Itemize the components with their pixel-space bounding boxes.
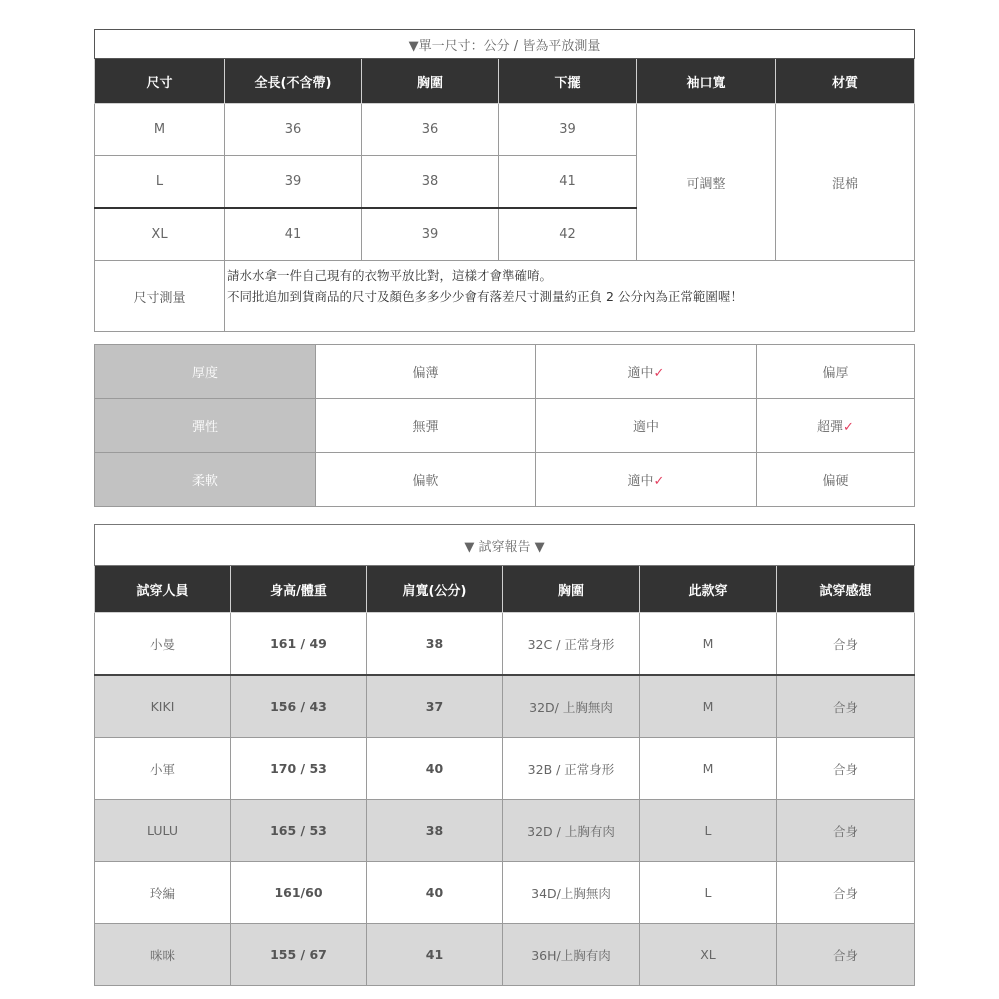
- bust-cell: 32C / 正常身形: [503, 613, 640, 676]
- bust-cell: 36H/上胸有肉: [503, 924, 640, 986]
- feel-option-label: 偏硬: [822, 474, 849, 489]
- bust-cell: 32D/ 上胸無肉: [503, 675, 640, 738]
- feel-option-label: 偏軟: [412, 474, 439, 489]
- header-tester: 試穿人員: [95, 566, 231, 613]
- height-weight-cell: 170 / 53: [231, 738, 367, 800]
- shoulder-cell: 41: [367, 924, 503, 986]
- size-table-header-row: [95, 59, 915, 104]
- measure-note-label: 尺寸測量: [95, 261, 225, 332]
- worn-size-cell: M: [640, 613, 777, 676]
- header-chest: 胸圍: [362, 59, 499, 104]
- feel-row: [95, 399, 915, 453]
- fit-table-title: ▼ 試穿報告 ▼: [95, 525, 915, 566]
- comment-cell: 合身: [777, 675, 915, 738]
- size-cell: M: [95, 104, 225, 156]
- length-cell: 41: [225, 208, 362, 261]
- shoulder-cell: 38: [367, 800, 503, 862]
- shoulder-cell: 38: [367, 613, 503, 676]
- height-weight-cell: 161/60: [231, 862, 367, 924]
- feel-option: [536, 345, 757, 399]
- comment-cell: 合身: [777, 738, 915, 800]
- bust-cell: 34D/上胸無肉: [503, 862, 640, 924]
- feel-option: [316, 345, 536, 399]
- worn-size-cell: L: [640, 862, 777, 924]
- header-worn-size: 此款穿: [640, 566, 777, 613]
- material-cell: 混棉: [776, 104, 915, 261]
- bust-cell: 32D / 上胸有肉: [503, 800, 640, 862]
- shoulder-cell: 40: [367, 738, 503, 800]
- feel-option-label: 適中: [627, 366, 654, 381]
- feel-option: [536, 453, 757, 507]
- height-weight-cell: 161 / 49: [231, 613, 367, 676]
- measure-note-line-1: 請水水拿一件自己現有的衣物平放比對，這樣才會準確唷。: [227, 268, 553, 283]
- feel-label: 彈性: [95, 399, 316, 453]
- comment-cell: 合身: [777, 800, 915, 862]
- header-hem: 下擺: [499, 59, 637, 104]
- header-bust: 胸圍: [503, 566, 640, 613]
- chest-cell: 38: [362, 156, 499, 209]
- feel-option: [757, 453, 915, 507]
- height-weight-cell: 156 / 43: [231, 675, 367, 738]
- feel-option: [757, 345, 915, 399]
- comment-cell: 合身: [777, 862, 915, 924]
- feel-option: [316, 453, 536, 507]
- tester-name-cell: 小曼: [95, 613, 231, 676]
- tester-name-cell: 玲編: [95, 862, 231, 924]
- fit-table-title-row: [95, 525, 915, 566]
- shoulder-cell: 37: [367, 675, 503, 738]
- fit-row: [95, 675, 915, 738]
- length-cell: 39: [225, 156, 362, 209]
- hem-cell: 42: [499, 208, 637, 261]
- hem-cell: 41: [499, 156, 637, 209]
- bust-cell: 32B / 正常身形: [503, 738, 640, 800]
- feel-option: [757, 399, 915, 453]
- feel-option-label: 偏薄: [412, 366, 439, 381]
- check-mark-icon: ✓: [653, 366, 665, 381]
- height-weight-cell: 155 / 67: [231, 924, 367, 986]
- feel-option-label: 超彈: [817, 420, 844, 435]
- measure-note-row: [95, 261, 915, 332]
- header-shoulder: 肩寬(公分): [367, 566, 503, 613]
- fit-row: [95, 800, 915, 862]
- check-mark-icon: ✓: [653, 474, 665, 489]
- size-table-title-row: [95, 30, 915, 59]
- chest-cell: 39: [362, 208, 499, 261]
- size-table: [94, 29, 915, 332]
- feel-option-label: 偏厚: [822, 366, 849, 381]
- feel-row: [95, 345, 915, 399]
- feel-option: [536, 399, 757, 453]
- size-cell: XL: [95, 208, 225, 261]
- header-height-weight: 身高/體重: [231, 566, 367, 613]
- feel-option-label: 無彈: [412, 420, 439, 435]
- chest-cell: 36: [362, 104, 499, 156]
- feel-label: 厚度: [95, 345, 316, 399]
- feel-option-label: 適中: [632, 420, 659, 435]
- tester-name-cell: KIKI: [95, 675, 231, 738]
- worn-size-cell: M: [640, 738, 777, 800]
- worn-size-cell: XL: [640, 924, 777, 986]
- fit-table-header-row: [95, 566, 915, 613]
- header-size: 尺寸: [95, 59, 225, 104]
- feel-label: 柔軟: [95, 453, 316, 507]
- cuff-cell: 可調整: [637, 104, 776, 261]
- comment-cell: 合身: [777, 924, 915, 986]
- fabric-feel-table: [94, 344, 915, 507]
- feel-option-label: 適中: [627, 474, 654, 489]
- size-cell: L: [95, 156, 225, 209]
- fit-row: [95, 738, 915, 800]
- header-material: 材質: [776, 59, 915, 104]
- length-cell: 36: [225, 104, 362, 156]
- comment-cell: 合身: [777, 613, 915, 676]
- shoulder-cell: 40: [367, 862, 503, 924]
- header-comment: 試穿感想: [777, 566, 915, 613]
- measure-note-text: [225, 261, 915, 332]
- size-table-title: ▼單一尺寸：公分 / 皆為平放測量: [95, 30, 915, 59]
- fit-row: [95, 862, 915, 924]
- fit-row: [95, 613, 915, 676]
- height-weight-cell: 165 / 53: [231, 800, 367, 862]
- worn-size-cell: L: [640, 800, 777, 862]
- measure-note-line-2: 不同批追加到貨商品的尺寸及顏色多多少少會有落差尺寸測量約正負 2 公分內為正常範圍喔！: [227, 289, 743, 304]
- feel-row: [95, 453, 915, 507]
- worn-size-cell: M: [640, 675, 777, 738]
- check-mark-icon: ✓: [843, 420, 854, 435]
- header-length: 全長(不含帶): [225, 59, 362, 104]
- header-cuff: 袖口寬: [637, 59, 776, 104]
- fit-report-table: [94, 524, 915, 986]
- feel-option: [316, 399, 536, 453]
- tester-name-cell: LULU: [95, 800, 231, 862]
- hem-cell: 39: [499, 104, 637, 156]
- fit-row: [95, 924, 915, 986]
- size-row-m: [95, 104, 915, 156]
- tester-name-cell: 咪咪: [95, 924, 231, 986]
- tester-name-cell: 小軍: [95, 738, 231, 800]
